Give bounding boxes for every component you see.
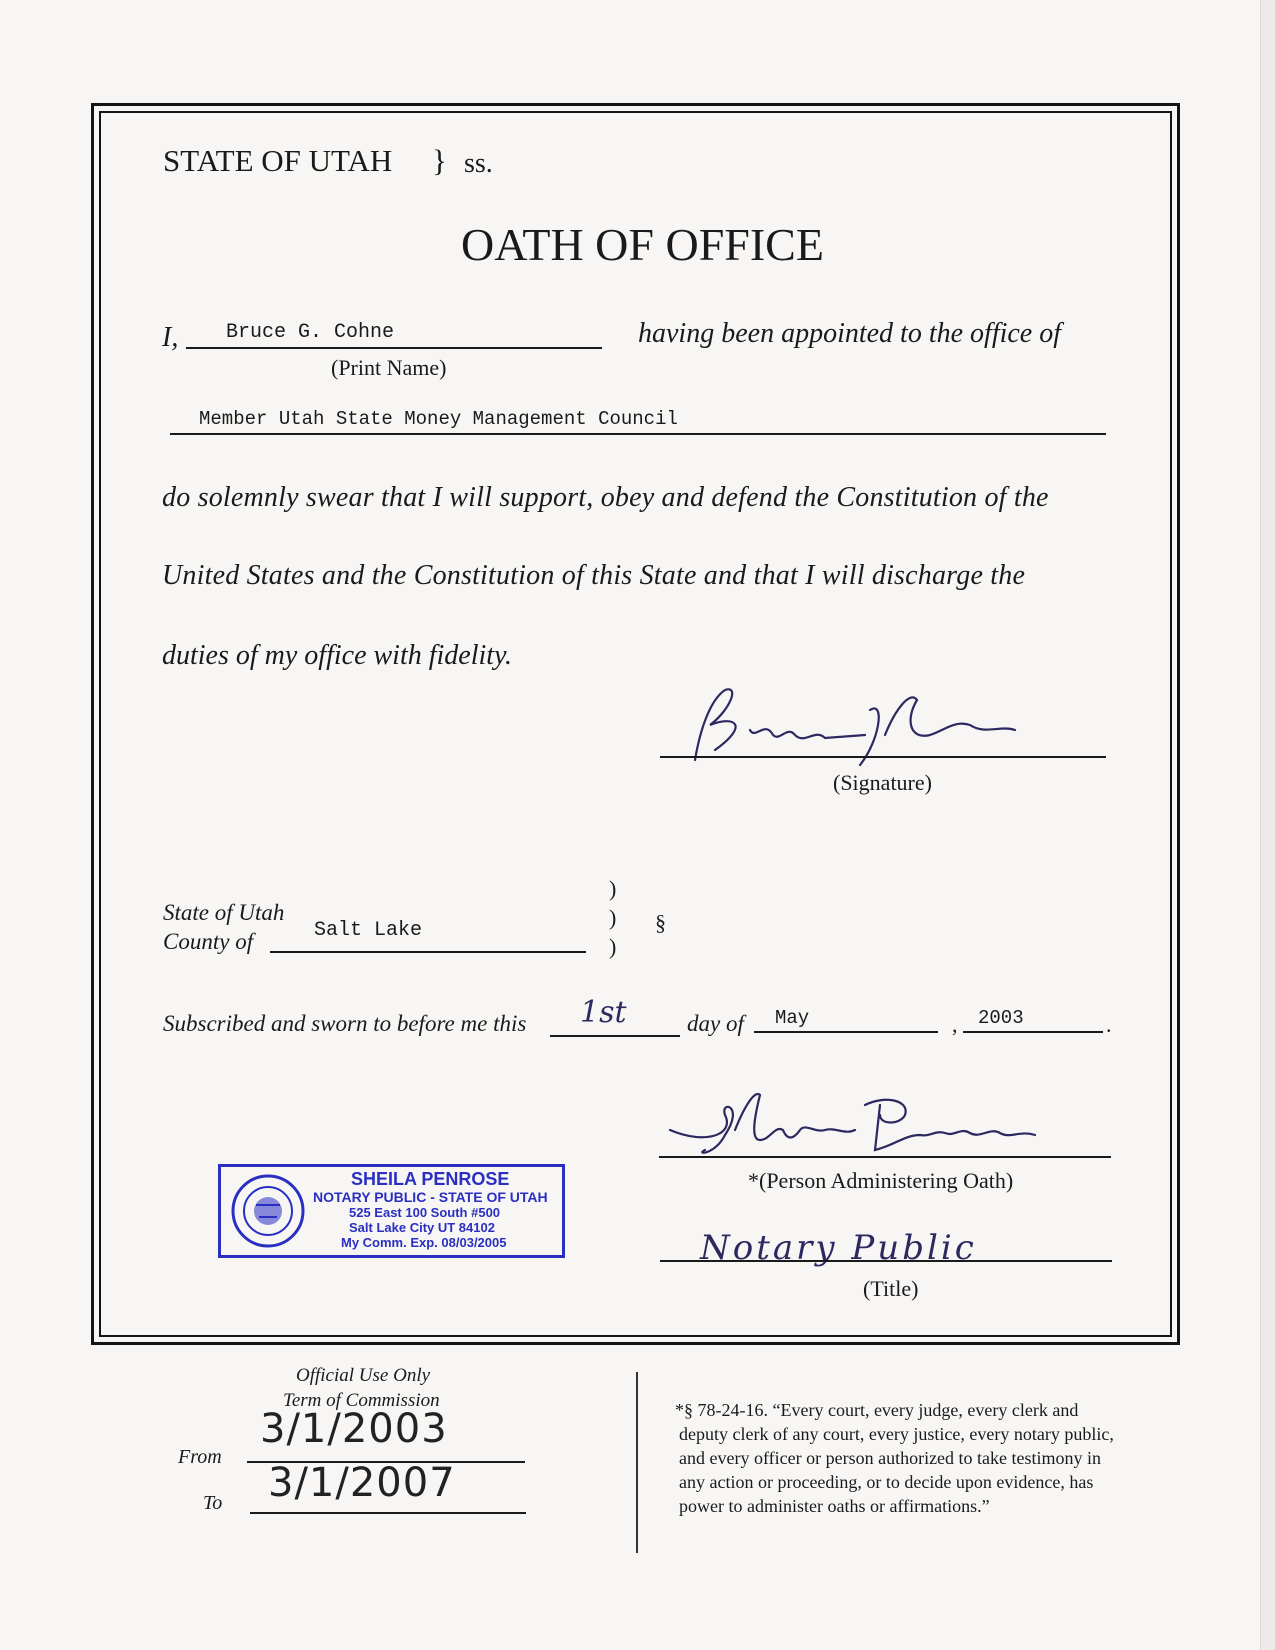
venue-county-label: County of [163,929,254,954]
ss-label: ss. [464,148,493,179]
brace: } [432,143,447,178]
paren-3: ) [609,934,617,959]
notary-seal-icon [229,1172,307,1250]
print-name-caption: (Print Name) [331,355,447,380]
sworn-year-line [963,1031,1103,1033]
official-heading-2: Term of Commission [283,1390,440,1411]
oath-text-line-1: do solemnly swear that I will support, obey and defend the Constitution of the [162,482,1049,513]
sworn-month-line [754,1031,938,1033]
official-heading-1: Official Use Only [296,1365,431,1386]
county-value: Salt Lake [314,919,423,942]
venue-state-label: State of Utah [163,900,285,925]
to-value: 3/1/2007 [268,1460,456,1506]
statute-line-1: *§ 78-24-16. “Every court, every judge, every clerk and [675,1400,1079,1420]
office-line [170,433,1106,435]
sworn-year-value: 2003 [978,1007,1024,1029]
paren-2: ) [609,905,617,930]
from-label: From [178,1446,222,1468]
statute-line-5: power to administer oaths or affirmations.” [679,1496,990,1516]
paren-1: ) [609,876,617,901]
section-symbol: § [655,910,666,935]
sworn-day-value: 1st [580,995,627,1030]
stamp-line-2: 525 East 100 South #500 [349,1205,501,1220]
from-value: 3/1/2003 [260,1406,448,1452]
to-label: To [203,1492,223,1514]
pronoun-i: I, [162,322,179,353]
print-name-line [186,347,602,349]
statute-line-3: and every officer or person authorized to take testimony in [679,1448,1102,1468]
title-caption: (Title) [863,1276,919,1301]
administrator-signature [665,1085,1065,1165]
signature-line [660,756,1106,758]
stamp-name: SHEILA PENROSE [351,1169,510,1189]
oath-text-line-3: duties of my office with fidelity. [162,640,512,671]
statute-line-4: any action or proceeding, or to decide upon evidence, has [679,1472,1094,1492]
page-title: OATH OF OFFICE [461,219,824,270]
county-line [270,951,586,953]
sworn-comma: , [952,1012,958,1037]
day-of-label: day of [687,1011,744,1036]
sworn-period: . [1106,1012,1112,1037]
statute-line-2: deputy clerk of any court, every justice, every notary public, [679,1424,1114,1444]
sworn-month-value: May [775,1007,810,1029]
print-name-value: Bruce G. Cohne [226,321,395,344]
stamp-line-3: Salt Lake City UT 84102 [349,1220,495,1235]
to-line [250,1512,526,1514]
oath-text-line-2: United States and the Constitution of this State and that I will discharge the [162,560,1026,591]
administrator-caption: *(Person Administering Oath) [748,1168,1014,1193]
sworn-prefix: Subscribed and sworn to before me this [163,1011,527,1036]
administrator-line [659,1156,1111,1158]
administrator-title-value: Notary Public [700,1228,977,1268]
signature-caption: (Signature) [833,770,932,795]
stamp-line-1: NOTARY PUBLIC - STATE OF UTAH [313,1189,548,1205]
notary-stamp [218,1164,565,1258]
office-value: Member Utah State Money Management Council [199,408,678,430]
stamp-line-4: My Comm. Exp. 08/03/2005 [341,1235,507,1250]
footer-divider [636,1372,638,1553]
title-line [660,1260,1112,1262]
appointed-text: having been appointed to the office of [638,318,1062,349]
sworn-day-line [550,1035,680,1037]
state-heading: STATE OF UTAH [163,143,393,178]
